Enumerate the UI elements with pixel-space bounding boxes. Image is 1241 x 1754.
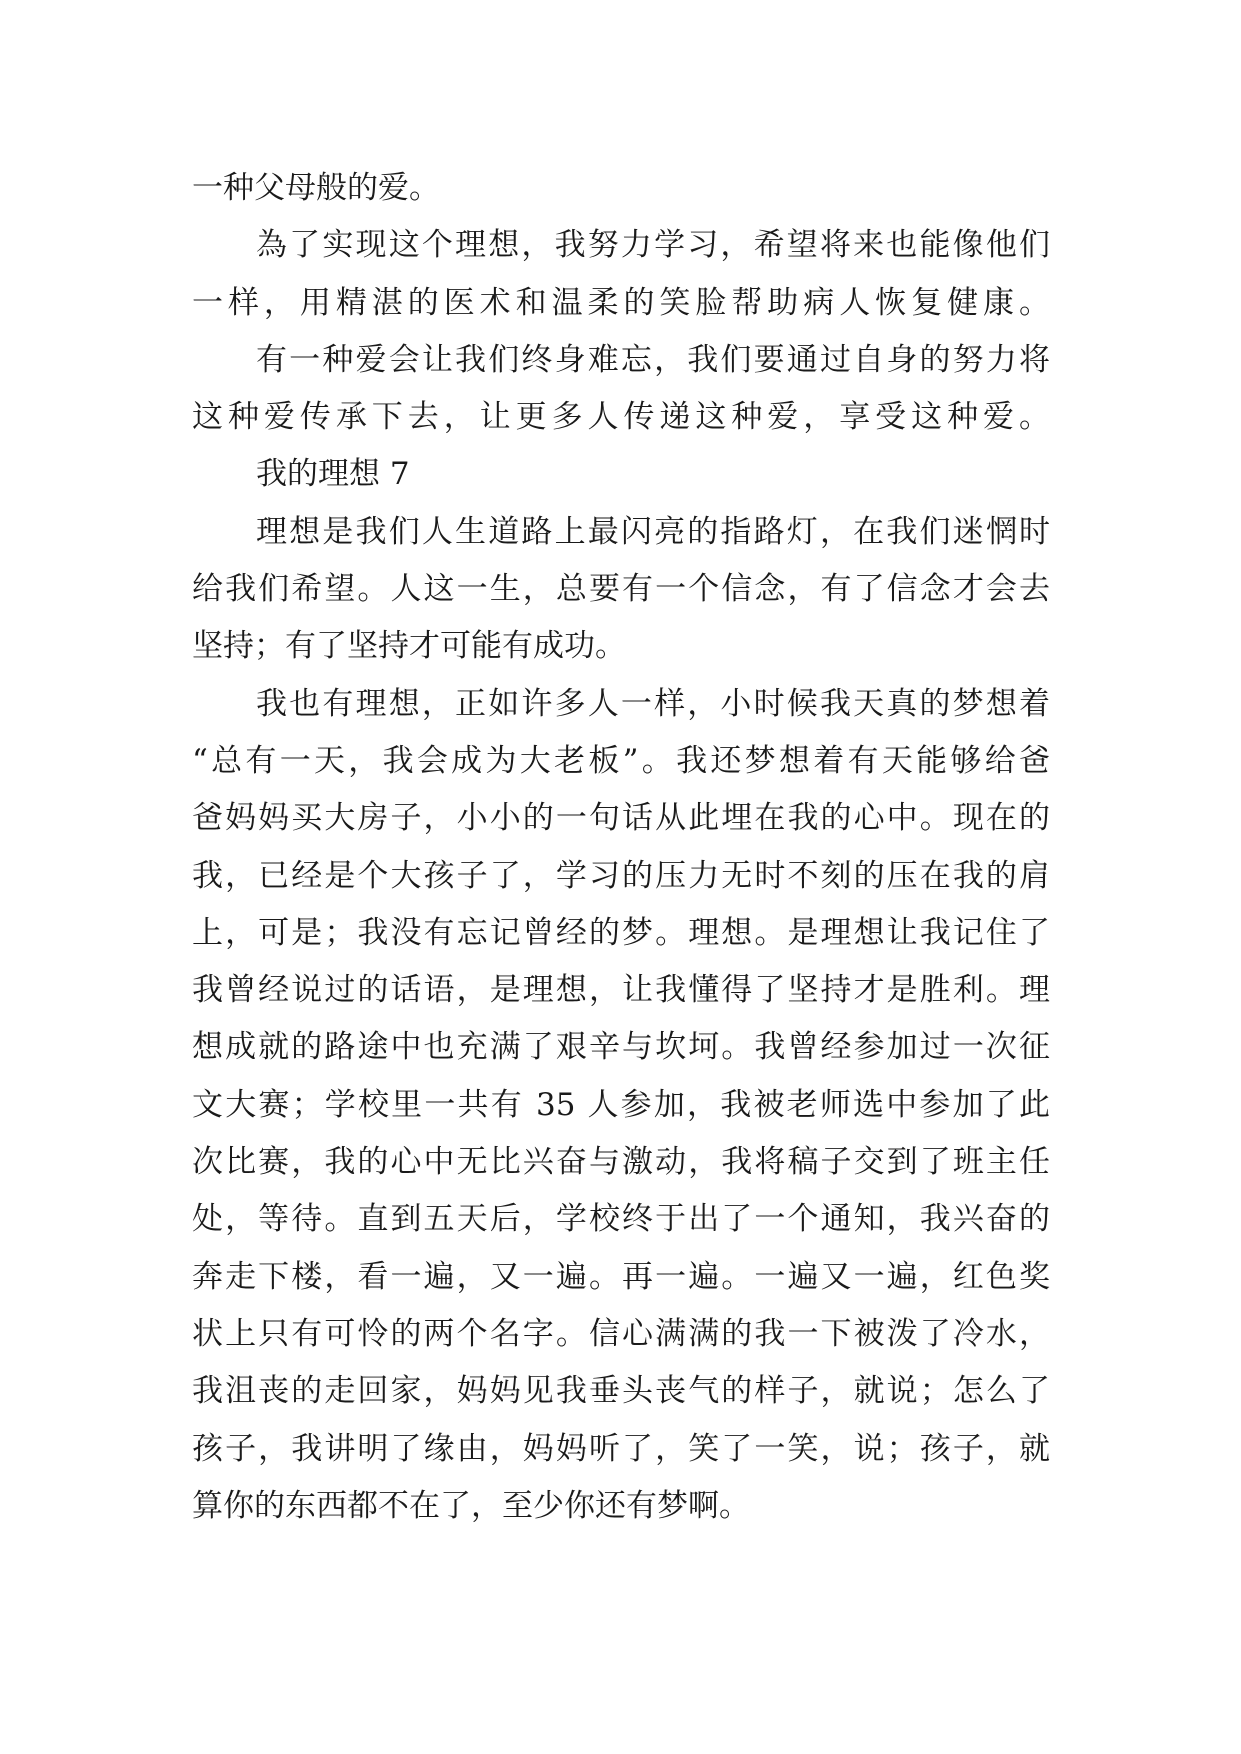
text-line: 為了实现这个理想，我努力学习，希望将来也能像他们 [256,227,1050,264]
text-line: 这种爱传承下去，让更多人传递这种爱，享受这种爱。 [192,399,1050,436]
section-heading: 我的理想 7 [256,456,410,493]
text-line: 孩子，我讲明了缘由，妈妈听了，笑了一笑，说；孩子，就 [192,1430,1050,1467]
text-line: 我沮丧的走回家，妈妈见我垂头丧气的样子，就说；怎么了 [192,1373,1050,1410]
text-line: 上，可是；我没有忘记曾经的梦。理想。是理想让我记住了 [192,914,1050,951]
text-line: 处，等待。直到五天后，学校终于出了一个通知，我兴奋的 [192,1201,1050,1238]
text-line: 算你的东西都不在了，至少你还有梦啊。 [192,1487,750,1524]
text-line: 我，已经是个大孩子了，学习的压力无时不刻的压在我的肩 [192,857,1050,894]
text-line: 我也有理想，正如许多人一样，小时候我天真的梦想着 [256,685,1050,722]
text-line: 坚持；有了坚持才可能有成功。 [192,628,626,665]
text-line: 一样，用精湛的医术和温柔的笑脸帮助病人恢复健康。 [192,284,1050,321]
text-line: 理想是我们人生道路上最闪亮的指路灯，在我们迷惘时 [256,513,1050,550]
text-line: 奔走下楼，看一遍，又一遍。再一遍。一遍又一遍，红色奖 [192,1258,1050,1295]
text-line: 爸妈妈买大房子，小小的一句话从此埋在我的心中。现在的 [192,800,1050,837]
text-line: 给我们希望。人这一生，总要有一个信念，有了信念才会去 [192,571,1050,608]
text-line: 想成就的路途中也充满了艰辛与坎坷。我曾经参加过一次征 [192,1029,1050,1066]
text-line: “总有一天，我会成为大老板”。我还梦想着有天能够给爸 [192,742,1050,779]
text-line: 次比赛，我的心中无比兴奋与激动，我将稿子交到了班主任 [192,1144,1050,1181]
text-line: 状上只有可怜的两个名字。信心满满的我一下被泼了冷水， [192,1315,1050,1352]
text-line: 有一种爱会让我们终身难忘，我们要通过自身的努力将 [256,341,1050,378]
text-line: 文大赛；学校里一共有 35 人参加，我被老师选中参加了此 [192,1086,1050,1123]
body-text [192,160,1050,1535]
text-line: 我曾经说过的话语，是理想，让我懂得了坚持才是胜利。理 [192,972,1050,1009]
text-line: 一种父母般的爱。 [192,170,440,206]
